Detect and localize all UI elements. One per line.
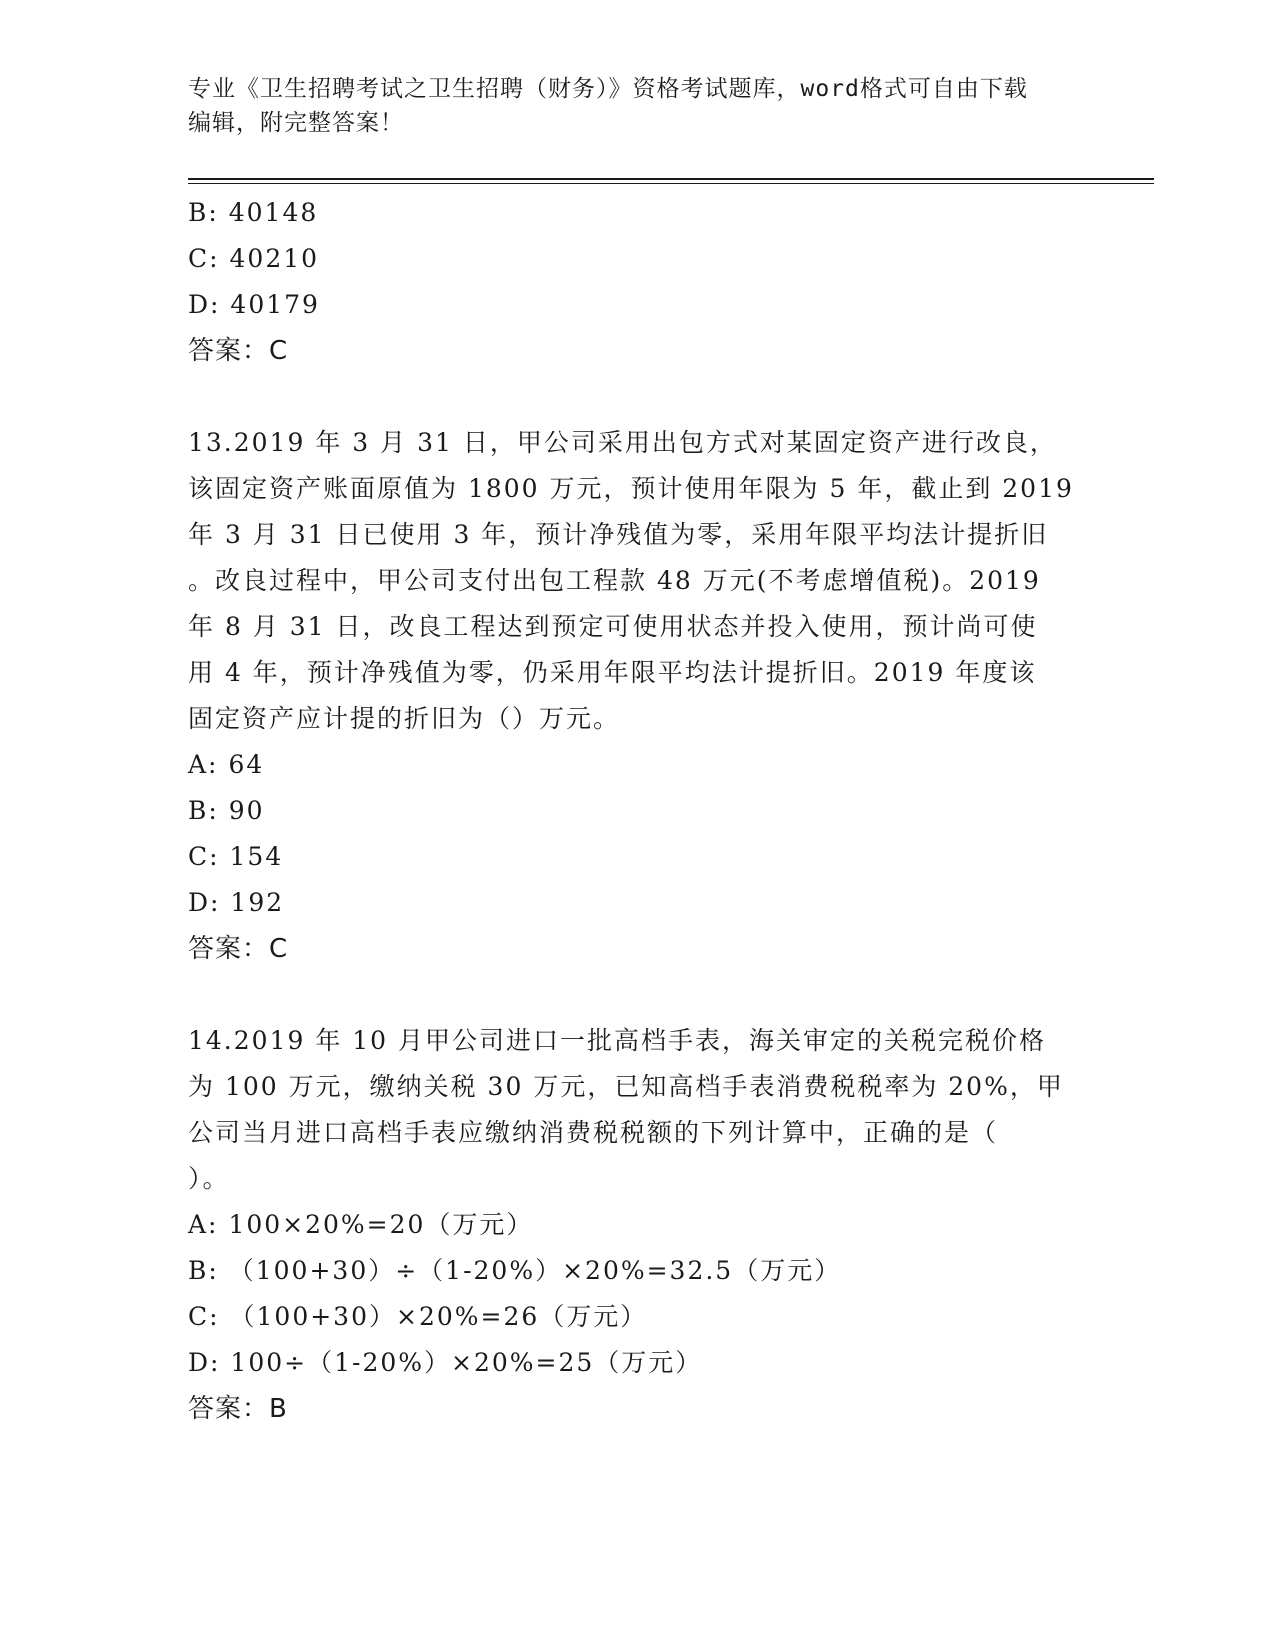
question-14: [188, 1018, 1088, 1432]
question-13-line: 年 3 月 31 日已使用 3 年，预计净残值为零，采用年限平均法计提折旧: [188, 520, 1049, 549]
option-d: D: 100÷（1-20%）×20%=25（万元）: [188, 1348, 703, 1377]
option-c: C: 40210: [188, 244, 320, 273]
question-13-answer: 答案：C: [188, 934, 289, 964]
question-14-answer: 答案：B: [188, 1394, 288, 1424]
spacer: [188, 374, 1088, 420]
question-14-line: 为 100 万元，缴纳关税 30 万元，已知高档手表消费税税率为 20%，甲: [188, 1072, 1064, 1101]
question-14-line: ）。: [188, 1164, 230, 1193]
question-14-line: 公司当月进口高档手表应缴纳消费税税额的下列计算中，正确的是（: [188, 1118, 999, 1147]
header-line-1: 专业《卫生招聘考试之卫生招聘（财务）》资格考试题库，word格式可自由下载: [188, 76, 1028, 102]
spacer: [188, 972, 1088, 1018]
document-header: [188, 72, 1068, 140]
option-a: A: 100×20%=20（万元）: [188, 1210, 534, 1239]
question-13-line: 固定资产应计提的折旧为（）万元。: [188, 704, 621, 733]
option-d: D: 40179: [188, 290, 320, 319]
option-a: A: 64: [188, 750, 265, 779]
question-13-text: [188, 420, 1088, 742]
option-d: D: 192: [188, 888, 285, 917]
question-13-line: 年 8 月 31 日，改良工程达到预定可使用状态并投入使用，预计尚可使: [188, 612, 1038, 641]
option-b: B: 40148: [188, 198, 319, 227]
option-c: C: 154: [188, 842, 284, 871]
question-13-line: 该固定资产账面原值为 1800 万元，预计使用年限为 5 年，截止到 2019: [188, 474, 1074, 503]
document-body: [188, 190, 1088, 1432]
header-divider-thick: [188, 178, 1154, 180]
option-b: B: （100+30）÷（1-20%）×20%=32.5（万元）: [188, 1256, 842, 1285]
header-line-2: 编辑，附完整答案！: [188, 110, 404, 136]
prev-question-answer: 答案：C: [188, 336, 289, 366]
question-13: [188, 420, 1088, 972]
prev-question-options: [188, 190, 1088, 328]
question-13-line: 。改良过程中，甲公司支付出包工程款 48 万元(不考虑增值税)。2019: [188, 566, 1041, 595]
question-14-line: 14.2019 年 10 月甲公司进口一批高档手表，海关审定的关税完税价格: [188, 1026, 1047, 1055]
question-13-line: 用 4 年，预计净残值为零，仍采用年限平均法计提折旧。2019 年度该: [188, 658, 1037, 687]
header-divider-thin: [188, 183, 1154, 184]
option-c: C: （100+30）×20%=26（万元）: [188, 1302, 648, 1331]
option-b: B: 90: [188, 796, 265, 825]
question-14-text: [188, 1018, 1088, 1202]
question-13-line: 13.2019 年 3 月 31 日，甲公司采用出包方式对某固定资产进行改良，: [188, 428, 1057, 457]
